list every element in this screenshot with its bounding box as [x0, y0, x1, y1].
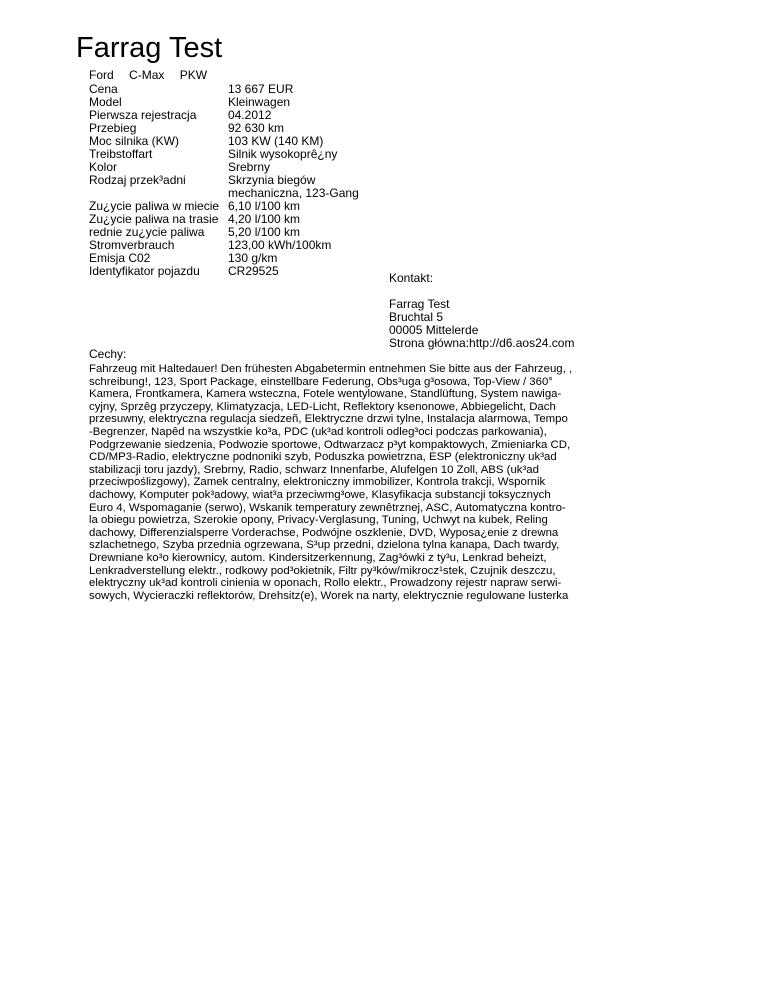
contact-website: Strona główna:http://d6.aos24.com — [389, 336, 575, 350]
vehicle-type: PKW — [179, 68, 208, 82]
spec-value: 130 g/km — [228, 251, 278, 265]
spec-row — [89, 265, 409, 278]
page-title: Farrag Test — [76, 32, 223, 64]
spec-value: 6,10 l/100 km — [228, 199, 301, 213]
spec-label: Przebieg — [89, 121, 137, 135]
spec-value: 04.2012 — [228, 108, 272, 122]
vehicle-summary — [89, 68, 219, 83]
spec-label: Identyfikator pojazdu — [89, 264, 200, 278]
spec-row — [89, 174, 409, 200]
spec-value: 103 KW (140 KM) — [228, 134, 324, 148]
spec-label: Zu¿ycie paliwa w miecie — [89, 199, 220, 213]
spec-value: 92 630 km — [228, 121, 285, 135]
spec-label: Stromverbrauch — [89, 238, 175, 252]
spec-value: CR29525 — [228, 264, 279, 278]
spec-label: Cena — [89, 82, 118, 96]
features-heading: Cechy: — [89, 347, 127, 361]
contact-heading: Kontakt: — [389, 271, 434, 285]
specs-table — [89, 83, 409, 278]
contact-city: 00005 Mittelerde — [389, 323, 479, 337]
spec-value: Srebrny — [228, 160, 271, 174]
spec-label: Model — [89, 95, 122, 109]
features-text: Fahrzeug mit Haltedauer! Den frühesten Abgabetermin entnehmen Sie bitte aus der Fahrzeug, , schreibung!, 123, Sport Package, einstellbare Federung, Obs³uga g³osowa, Top-View / 360° Kamera, Frontkamera, Kamera wsteczna, Fotele wentylowane, Standlüftung, System nawiga- cyjny, Sprzêg przyczepy, Klimatyzacja, LED-Licht, Reflektory ksenonowe, Abbiegelicht, Dach przesuwny, elektryczna regulacja siedzeñ, Elektryczne drzwi tylne, Instalacja alarmowa, Tempo -Begrenzer, Napêd na wszystkie ko³a, PDC (uk³ad kontroli odleg³oci podczas parkowania), Podgrzewanie siedzenia, Podwozie sportowe, Odtwarzacz p³yt kompaktowych, Zmieniarka CD, CD/MP3-Radio, elektryczne podnoniki szyb, Poduszka powietrzna, ESP (elektroniczny uk³ad stabilizacji toru jazdy), Srebrny, Radio, schwarz Innenfarbe, Alufelgen 10 Zoll, ABS (uk³ad przeciwpoślizgowy), Zamek centralny, elektroniczny immobilizer, Kontrola trakcji, Wspornik dachowy, Komputer pok³adowy, wiat³a przeciwmg³owe, Klasyfikacja substancji toksycznych Euro 4, Wspomaganie (serwo), Wskanik temperatury zewnêtrznej, ASC, Automatyczna kontro- la obiegu powietrza, Szerokie opony, Privacy-Verglasung, Tuning, Uchwyt na kubek, Reling dachowy, Differenzialsperre Vorderachse, Podwójne oszklenie, DVD, Wyposa¿enie z drewna szlachetnego, Szyba przednia ogrzewana, S³up przedni, dzielona tylna kanapa, Dach twardy, Drewniane ko³o kierownicy, autom. Kindersitzerkennung, Zag³ówki z ty³u, Lenkrad beheizt, Lenkradverstellung elektr., rodkowy pod³okietnik, Filtr py³ków/mikrocz¹stek, Czujnik deszczu, elektryczny uk³ad kontroli cinienia w oponach, Rollo elektr., Prowadzony rejestr napraw serwi- sowych, Wycieraczki reflektorów, Drehsitz(e), Worek na narty, elektrycznie regulowane lusterka — [89, 363, 573, 602]
contact-name: Farrag Test — [389, 297, 450, 311]
contact-street: Bruchtal 5 — [389, 310, 444, 324]
spec-label: Moc silnika (KW) — [89, 134, 180, 148]
spec-value: 4,20 l/100 km — [228, 212, 301, 226]
spec-label: rednie zu¿ycie paliwa — [89, 225, 205, 239]
contact-block — [389, 272, 574, 350]
spec-label: Treibstoffart — [89, 147, 153, 161]
spec-label: Zu¿ycie paliwa na trasie — [89, 212, 219, 226]
spec-value: 123,00 kWh/100km — [228, 238, 332, 252]
spec-value: 5,20 l/100 km — [228, 225, 301, 239]
spec-value: Skrzynia biegów mechaniczna, 123-Gang — [228, 173, 359, 200]
spec-label: Pierwsza rejestracja — [89, 108, 197, 122]
vehicle-make: Ford — [89, 68, 114, 82]
vehicle-model: C-Max — [129, 68, 165, 82]
spec-label: Emisja C02 — [89, 251, 151, 265]
spec-value: Kleinwagen — [228, 95, 291, 109]
spec-label: Rodzaj przek³adni — [89, 173, 186, 187]
spec-value: 13 667 EUR — [228, 82, 294, 96]
spec-value: Silnik wysokoprê¿ny — [228, 147, 338, 161]
spec-label: Kolor — [89, 160, 118, 174]
